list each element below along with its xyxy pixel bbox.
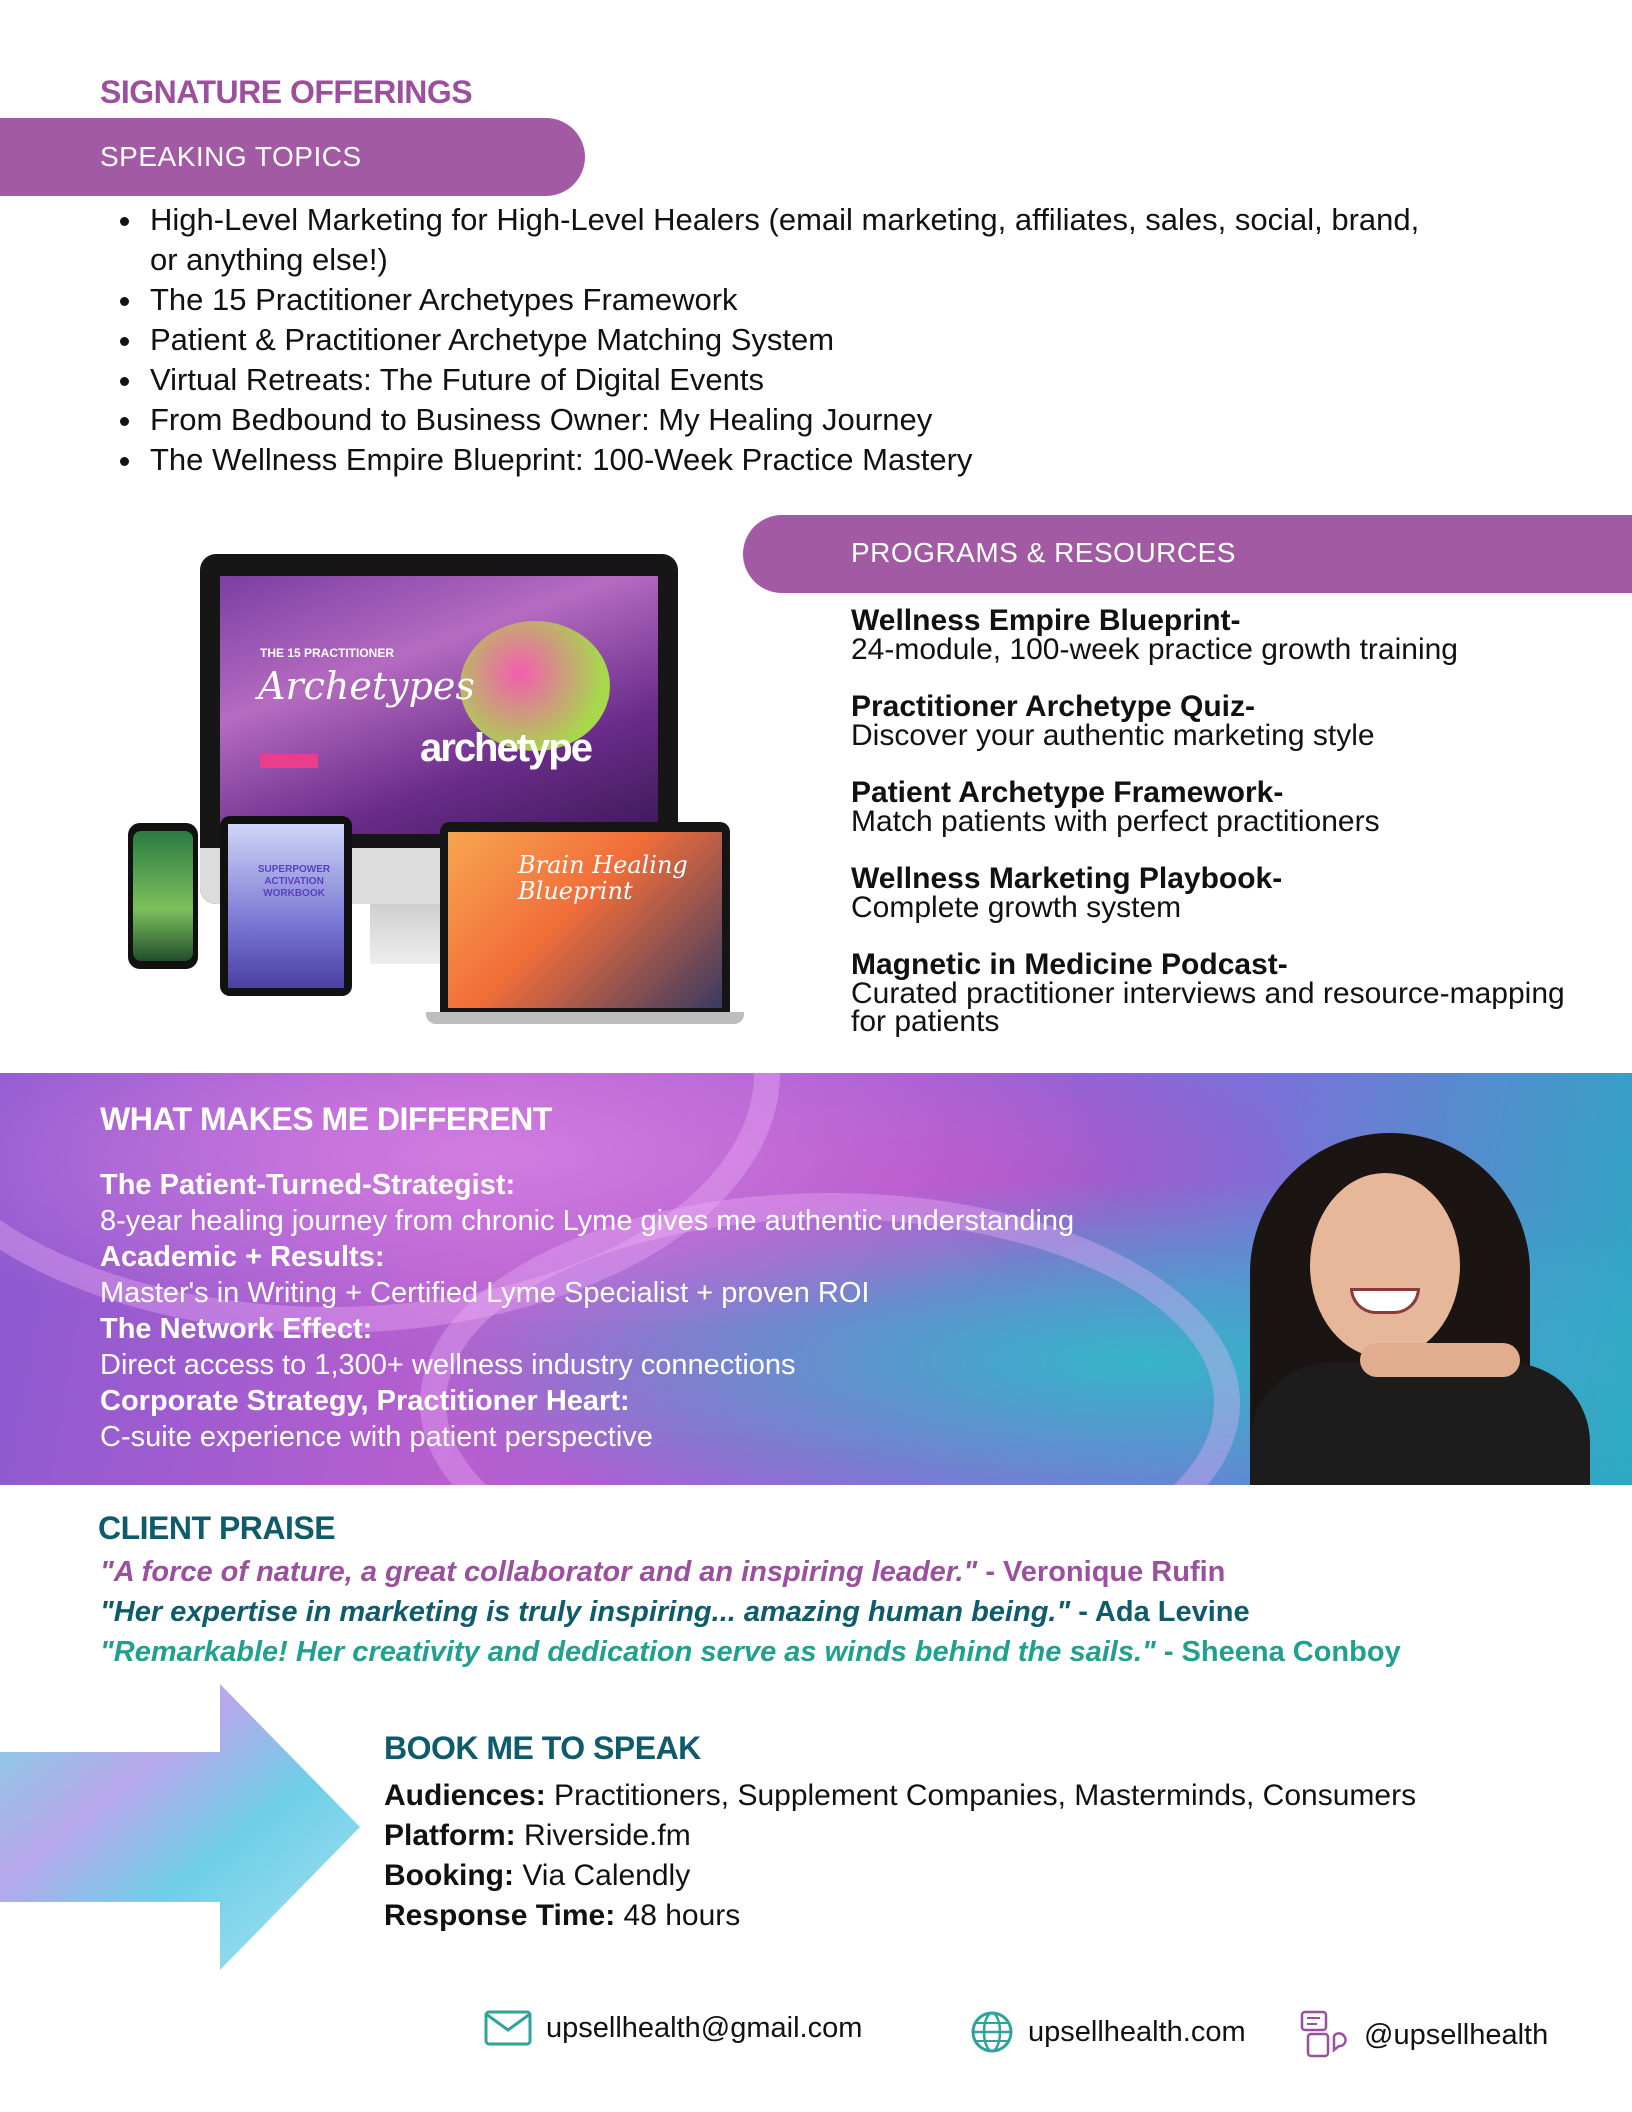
phone-screen	[133, 831, 193, 961]
social-handle-text[interactable]: @upsellhealth	[1364, 2018, 1549, 2051]
booking-details	[384, 1776, 1584, 1936]
program-desc: 24-module, 100-week practice growth training	[851, 633, 1458, 666]
different-list	[100, 1167, 1260, 1455]
program-name: Wellness Empire Blueprint	[851, 604, 1231, 637]
signature-offerings-title: SIGNATURE OFFERINGS	[100, 74, 473, 110]
programs-resources-label: PROGRAMS & RESOURCES	[743, 515, 1632, 593]
program-name: Magnetic in Medicine Podcast	[851, 948, 1278, 981]
program-item: Patient Archetype Framework- Match patients with perfect practitioners	[851, 778, 1591, 836]
booking-label: Platform:	[384, 1819, 516, 1852]
client-praise-title: CLIENT PRAISE	[98, 1510, 336, 1546]
quote-text: "Her expertise in marketing is truly inspiring... amazing human being."	[100, 1596, 1071, 1628]
portrait-jacket	[1250, 1363, 1590, 1485]
contact-social[interactable]	[1300, 2010, 1548, 2060]
social-media-icon	[1300, 2010, 1350, 2060]
topic-item: The 15 Practitioner Archetypes Framework	[120, 280, 1420, 320]
envelope-icon	[484, 2010, 532, 2046]
laptop-device	[440, 822, 730, 1012]
testimonial-quote	[100, 1556, 1225, 1589]
booking-row	[384, 1856, 1584, 1896]
different-heading: Academic + Results:	[100, 1241, 385, 1273]
program-item: Wellness Empire Blueprint- 24-module, 100-week practice growth training	[851, 606, 1591, 664]
topic-item: High-Level Marketing for High-Level Healers (email marketing, affiliates, sales, social, brand, or anything else!)	[120, 200, 1420, 280]
testimonial-quote	[100, 1636, 1401, 1669]
phone-device	[128, 823, 198, 969]
portrait-face	[1310, 1173, 1460, 1358]
booking-row	[384, 1776, 1584, 1816]
topic-item: Virtual Retreats: The Future of Digital Events	[120, 360, 1420, 400]
booking-value: Via Calendly	[513, 1859, 691, 1892]
email-text[interactable]: upsellhealth@gmail.com	[546, 2011, 863, 2044]
tablet-screen	[228, 824, 344, 988]
quote-author: - Sheena Conboy	[1155, 1636, 1401, 1668]
contact-bar	[0, 2010, 1632, 2060]
quote-text: "Remarkable! Her creativity and dedication serve as winds behind the sails."	[100, 1636, 1156, 1668]
different-heading: Corporate Strategy, Practitioner Heart:	[100, 1385, 630, 1417]
quote-text: "A force of nature, a great collaborator and an inspiring leader."	[100, 1556, 978, 1588]
booking-value: Riverside.fm	[515, 1819, 691, 1852]
booking-value: Practitioners, Supplement Companies, Masterminds, Consumers	[545, 1779, 1417, 1812]
laptop-base	[426, 1012, 744, 1024]
tablet-device	[220, 816, 352, 996]
different-text: C-suite experience with patient perspective	[100, 1421, 653, 1453]
program-desc: Curated practitioner interviews and resource-mapping for patients	[851, 977, 1565, 1038]
book-me-title: BOOK ME TO SPEAK	[384, 1730, 701, 1766]
booking-row	[384, 1896, 1584, 1936]
booking-label: Booking:	[384, 1859, 514, 1892]
program-item: Practitioner Archetype Quiz- Discover your authentic marketing style	[851, 692, 1591, 750]
monitor-button	[260, 754, 318, 768]
website-text[interactable]: upsellhealth.com	[1028, 2015, 1246, 2048]
programs-list	[851, 606, 1591, 1064]
topic-item: From Bedbound to Business Owner: My Healing Journey	[120, 400, 1420, 440]
monitor-screen	[220, 576, 658, 834]
program-item: Magnetic in Medicine Podcast- Curated practitioner interviews and resource-mapping for patients	[851, 950, 1591, 1036]
speaking-topics-label: SPEAKING TOPICS	[0, 118, 585, 196]
program-name: Patient Archetype Framework	[851, 776, 1274, 809]
laptop-script: Brain Healing Blueprint	[518, 851, 688, 905]
speaking-topics-list	[120, 200, 1420, 480]
portrait-hands	[1360, 1343, 1520, 1377]
quote-author: - Ada Levine	[1070, 1596, 1250, 1628]
program-desc: Match patients with perfect practitioners	[851, 805, 1380, 838]
topic-item: The Wellness Empire Blueprint: 100-Week Practice Mastery	[120, 440, 1420, 480]
device-mockup-image	[100, 540, 810, 1040]
different-heading: The Patient-Turned-Strategist:	[100, 1169, 516, 1201]
what-makes-me-different-section	[0, 1073, 1632, 1485]
booking-label: Response Time:	[384, 1899, 616, 1932]
testimonial-quote	[100, 1596, 1250, 1629]
monitor-brand: archetype	[420, 726, 591, 770]
laptop-screen	[448, 832, 722, 1008]
decorative-arrow-graphic	[0, 1684, 360, 1970]
different-text: Direct access to 1,300+ wellness industry connections	[100, 1349, 796, 1381]
different-text: 8-year healing journey from chronic Lyme gives me authentic understanding	[100, 1205, 1075, 1237]
different-heading: The Network Effect:	[100, 1313, 373, 1345]
booking-label: Audiences:	[384, 1779, 546, 1812]
contact-website[interactable]	[970, 2010, 1246, 2054]
tablet-title: SUPERPOWER ACTIVATION WORKBOOK	[257, 864, 331, 899]
speaker-portrait-photo	[1210, 1113, 1630, 1485]
program-item: Wellness Marketing Playbook- Complete growth system	[851, 864, 1591, 922]
monitor-script: Archetypes	[258, 664, 475, 708]
contact-email[interactable]	[484, 2010, 862, 2046]
globe-icon	[970, 2010, 1014, 2054]
quote-author: - Veronique Rufin	[977, 1556, 1226, 1588]
topic-item: Patient & Practitioner Archetype Matching System	[120, 320, 1420, 360]
booking-value: 48 hours	[615, 1899, 741, 1932]
different-title: WHAT MAKES ME DIFFERENT	[100, 1101, 552, 1137]
booking-row	[384, 1816, 1584, 1856]
program-name: Practitioner Archetype Quiz	[851, 690, 1245, 723]
program-name: Wellness Marketing Playbook	[851, 862, 1273, 895]
program-desc: Complete growth system	[851, 891, 1182, 924]
different-text: Master's in Writing + Certified Lyme Specialist + proven ROI	[100, 1277, 870, 1309]
program-desc: Discover your authentic marketing style	[851, 719, 1375, 752]
monitor-kicker: THE 15 PRACTITIONER	[260, 646, 395, 660]
